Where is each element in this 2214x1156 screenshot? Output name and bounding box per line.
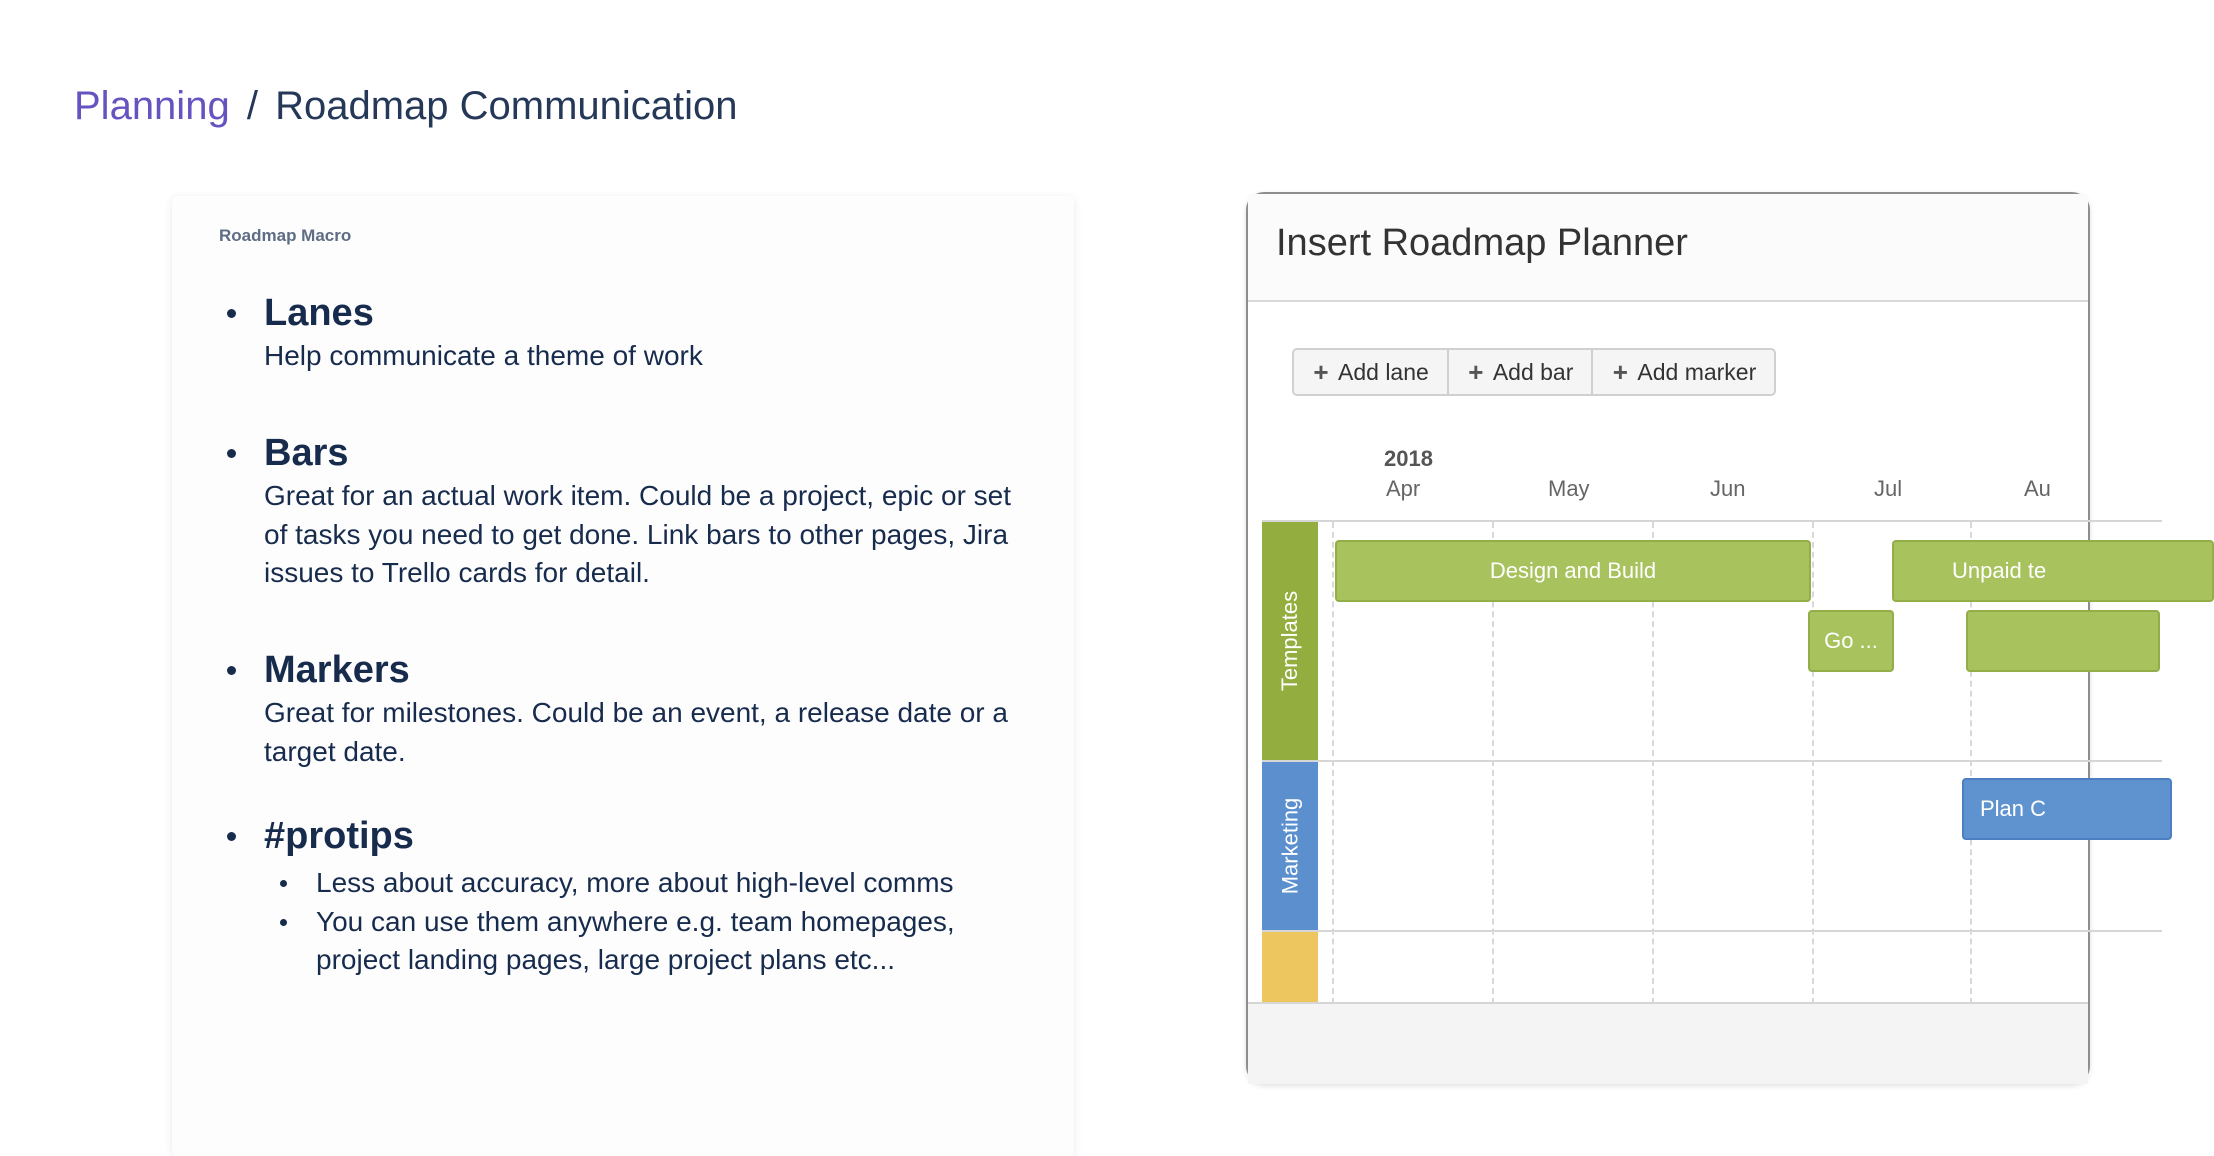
dialog-header	[1248, 194, 2088, 302]
dialog-title: Insert Roadmap Planner	[1276, 222, 1688, 264]
timeline-month: Jun	[1710, 476, 1746, 501]
timeline-month: Au	[2024, 476, 2051, 501]
roadmap-planner-dialog	[1246, 192, 2090, 1084]
roadmap-bar[interactable]	[1335, 540, 1811, 602]
bar-label: Go ...	[1824, 628, 1878, 653]
month-gridline	[1332, 522, 1334, 1004]
roadmap-grid[interactable]	[1262, 520, 2162, 1004]
roadmap-bar[interactable]	[1962, 778, 2172, 840]
timeline-year: 2018	[1384, 446, 1433, 471]
lane-divider	[1262, 930, 2162, 932]
bullet-dot	[280, 880, 287, 887]
lane-templates[interactable]	[1262, 522, 1318, 760]
add-lane-label: Add lane	[1338, 358, 1429, 385]
breadcrumb-separator: /	[246, 84, 258, 128]
bullet-dot	[280, 919, 287, 926]
bullet-heading: Lanes	[264, 292, 374, 334]
list-item	[264, 648, 1024, 771]
plus-icon: +	[1468, 356, 1484, 387]
sub-list-item	[264, 903, 1024, 980]
bullet-heading: Markers	[264, 649, 410, 691]
bullet-heading: Bars	[264, 432, 349, 474]
planner-toolbar	[1292, 348, 1776, 396]
breadcrumb-root[interactable]: Planning	[74, 84, 230, 128]
page-title: Roadmap Communication	[275, 84, 738, 128]
add-bar-button[interactable]	[1449, 350, 1594, 394]
lane-divider	[1262, 760, 2162, 762]
list-item	[264, 814, 1024, 980]
dialog-footer	[1248, 1002, 2088, 1084]
bar-label: Design and Build	[1489, 558, 1657, 583]
bullet-text: Great for milestones. Could be an event, a release date or a target date.	[264, 697, 1008, 767]
list-item	[264, 431, 1024, 593]
bullet-dot	[227, 666, 236, 675]
roadmap-bar[interactable]	[1966, 610, 2160, 672]
list-item	[264, 291, 1024, 376]
add-marker-label: Add marker	[1637, 358, 1757, 385]
bar-label: Unpaid te	[1952, 558, 2047, 583]
add-bar-label: Add bar	[1492, 358, 1574, 385]
bullet-dot	[227, 832, 236, 841]
bullet-dot	[227, 309, 236, 318]
sub-list-item	[264, 864, 1024, 903]
timeline-month: Jul	[1874, 476, 1903, 501]
lane-marketing[interactable]	[1262, 762, 1318, 930]
bar-label: Plan C	[1980, 796, 2047, 821]
month-gridline	[1812, 522, 1814, 1004]
breadcrumb	[74, 84, 738, 129]
sub-item-text: Less about accuracy, more about high-level comms	[316, 867, 954, 898]
roadmap-macro-card	[172, 196, 1074, 1156]
lane-label: Templates	[1277, 590, 1302, 692]
timeline-month: Apr	[1386, 476, 1421, 501]
bullet-dot	[227, 449, 236, 458]
plus-icon: +	[1612, 356, 1628, 387]
sub-list	[264, 864, 1024, 980]
bullet-text: Help communicate a theme of work	[264, 340, 703, 371]
plus-icon: +	[1313, 356, 1329, 387]
lane-label: Marketing	[1277, 797, 1302, 895]
card-label: Roadmap Macro	[219, 226, 352, 245]
add-lane-button[interactable]	[1294, 350, 1449, 394]
lane-third[interactable]	[1262, 932, 1318, 1004]
bullet-text: Great for an actual work item. Could be a project, epic or set of tasks you need to get done. Link bars to other pages, Jira issues to Trello cards for detail.	[264, 480, 1012, 588]
add-marker-button[interactable]	[1593, 350, 1774, 394]
timeline-month: May	[1548, 476, 1590, 501]
sub-item-text: You can use them anywhere e.g. team homepages, project landing pages, large project plans etc...	[316, 905, 955, 975]
roadmap-bar[interactable]	[1892, 540, 2214, 602]
roadmap-bar[interactable]	[1808, 610, 1894, 672]
bullet-heading: #protips	[264, 815, 414, 857]
